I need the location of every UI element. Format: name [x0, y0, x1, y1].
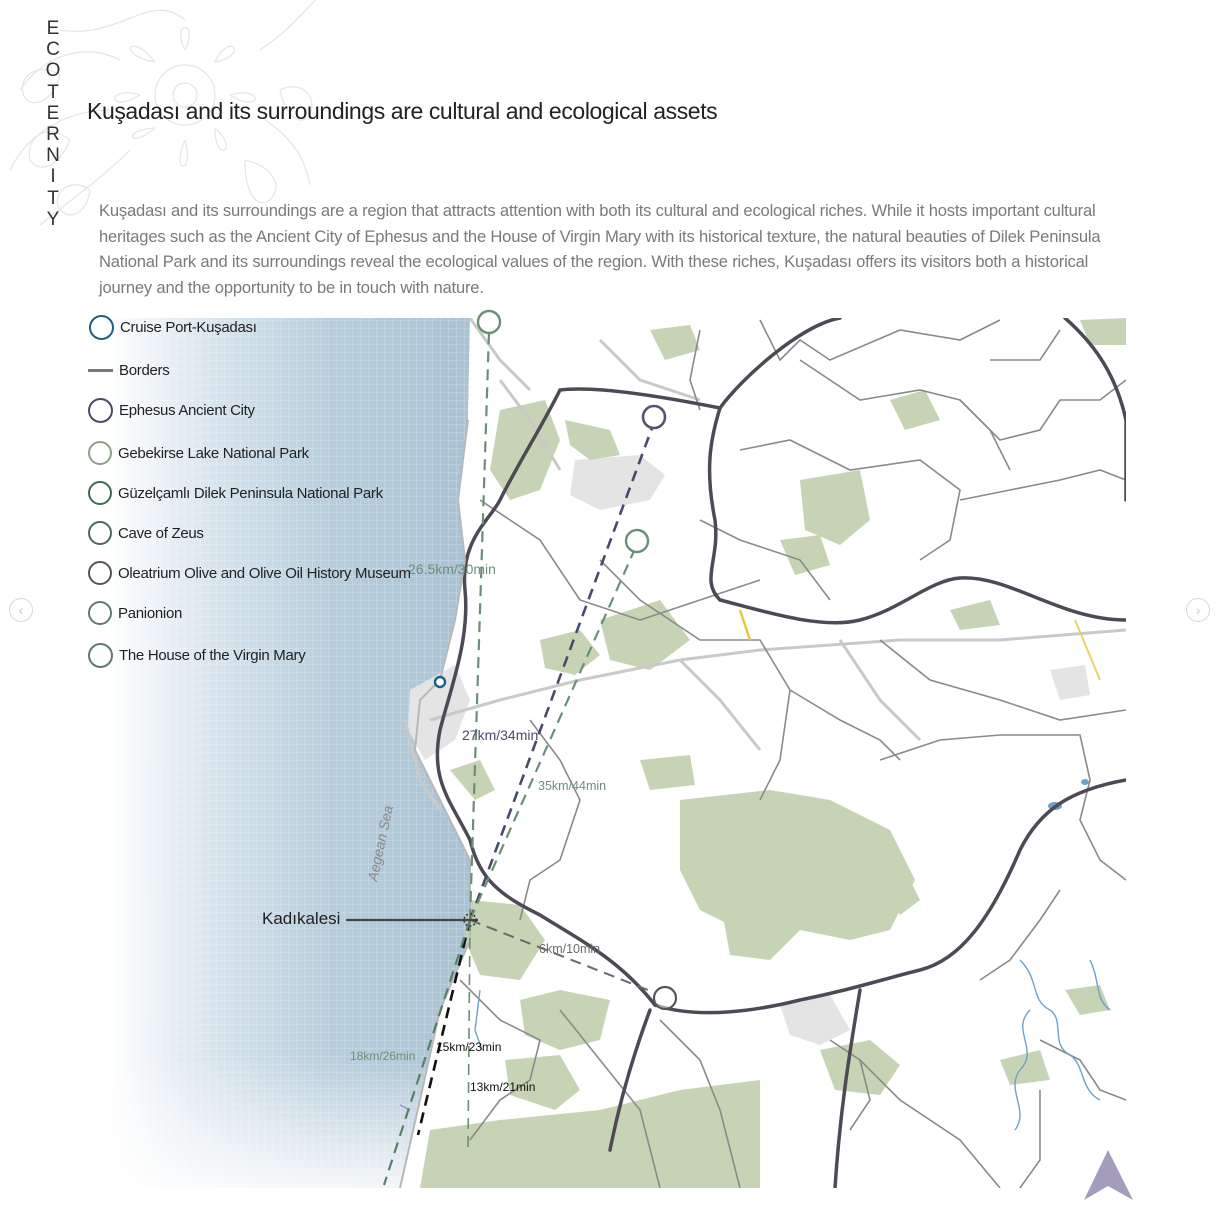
ring-icon — [89, 315, 114, 340]
region-map — [0, 300, 1217, 1216]
marker-virgin-mary — [626, 530, 648, 552]
sea-label: Aegean Sea — [364, 803, 396, 883]
route-label-35km: 35km/44min — [538, 779, 607, 793]
route-label-27km: 27km/34min — [462, 727, 539, 743]
legend-item-dilek: Güzelçamlı Dilek Peninsula National Park — [88, 481, 383, 505]
legend-item-cruise-port: Cruise Port-Kuşadası — [89, 315, 257, 340]
legend-item-oleatrium: Oleatrium Olive and Olive Oil History Museum — [88, 561, 411, 585]
legend-item-borders: Borders — [88, 362, 169, 379]
origin-label: Kadıkalesi — [262, 909, 341, 928]
marker-panionion — [478, 311, 500, 333]
chevron-right-icon: › — [1195, 602, 1201, 618]
legend-item-ephesus: Ephesus Ancient City — [88, 398, 255, 423]
legend-item-panionion: Panionion — [88, 601, 182, 625]
legend-item-cave-of-zeus: Cave of Zeus — [88, 521, 204, 545]
route-label-18km: 18km/26min — [350, 1049, 416, 1063]
route-label-26km: 26.5km/30min — [408, 561, 496, 577]
intro-paragraph: Kuşadası and its surroundings are a region that attracts attention with both its cultural and ecological riches. While it hosts important cultural heritages such as the Ancient City of Ephesus and the House of Virgin Mary with its historical texture, the natural beauties of Dilek Peninsula National Park and its surroundings reveal the ecological values of the region. With these riches, Kuşadası offers its visitors both a historical journey and the opportunity to be in touch with nature. — [99, 201, 1101, 297]
legend-item-virgin-mary: The House of the Virgin Mary — [88, 643, 305, 668]
brand-logo: E C O T E R N I T Y — [45, 18, 61, 230]
route-label-6km: 6km/10min — [539, 942, 601, 956]
ring-icon — [88, 398, 113, 423]
chevron-left-icon: ‹ — [18, 602, 24, 618]
route-label-15km: 15km/23min — [436, 1040, 502, 1054]
ring-icon — [88, 441, 112, 465]
ring-icon — [88, 481, 112, 505]
ring-icon — [88, 643, 113, 668]
legend-item-gebekirse: Gebekirse Lake National Park — [88, 441, 309, 465]
next-page-button[interactable] — [1186, 598, 1210, 622]
marker-oleatrium — [654, 987, 676, 1009]
prev-page-button[interactable] — [9, 598, 33, 622]
ring-icon — [88, 601, 112, 625]
marker-cruise-port — [435, 677, 445, 687]
ring-icon — [88, 561, 112, 585]
marker-ephesus — [643, 406, 665, 428]
route-label-13km: 13km/21min — [470, 1080, 536, 1094]
line-icon — [88, 369, 113, 372]
page-title: Kuşadası and its surroundings are cultural and ecological assets — [87, 98, 718, 124]
ring-icon — [88, 521, 112, 545]
